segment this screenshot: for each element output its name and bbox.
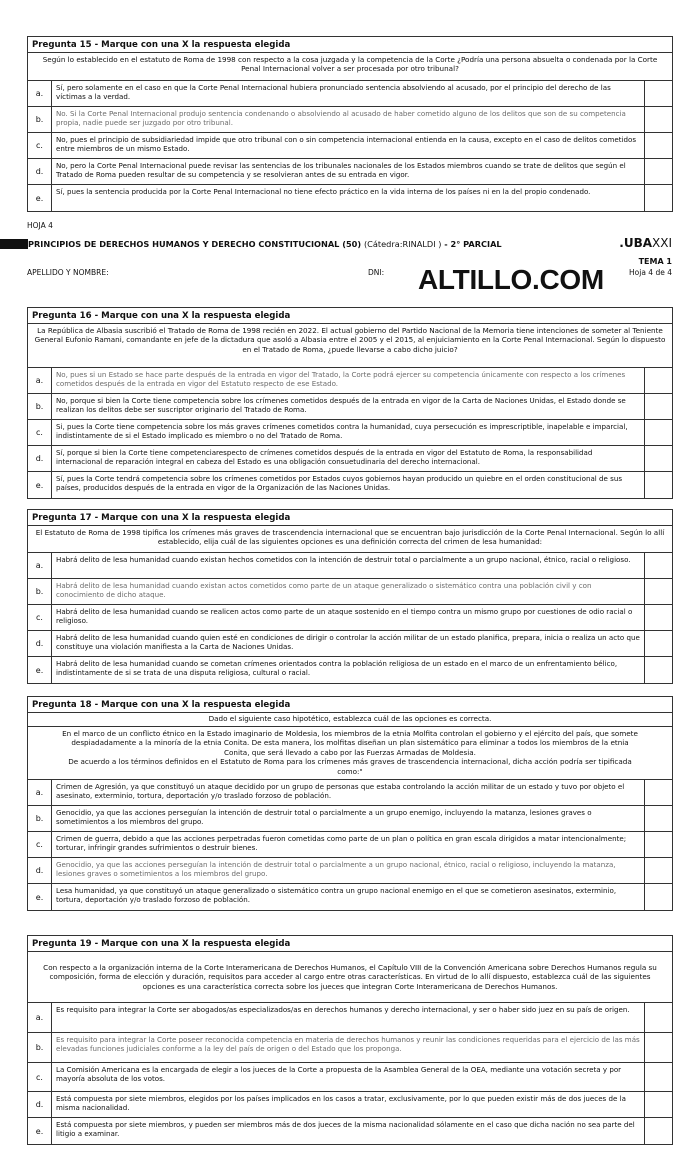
answer-box[interactable] [645, 1118, 672, 1144]
option-letter: a. [28, 1003, 52, 1032]
option-b[interactable] [28, 394, 672, 420]
option-text: Habrá delito de lesa humanidad cuando existan actos cometidos como parte de un ataque generalizado o sistemático contra una población civil y con conocimiento de dicho ataque. [52, 579, 645, 604]
option-c[interactable] [28, 133, 672, 159]
page-count: Hoja 4 de 4 [629, 268, 672, 277]
option-letter: b. [28, 394, 52, 419]
option-text: Crimen de Agresión, ya que constituyó un ataque decidido por un grupo de personas que estaba controlando la acción militar de un estado y tuvo por objeto el asesinato, exterminio, tortura, deportación y/o traslado forzoso de población. [52, 780, 645, 805]
option-letter: b. [28, 579, 52, 604]
option-text: No, pero la Corte Penal Internacional puede revisar las sentencias de los tribunales nacionales de los Estados miembros cuando se trate de delitos que según el Tratado de Roma pueden resultar de su competencia y se resolvieran antes de su entrada en vigor. [52, 159, 645, 184]
option-letter: e. [28, 657, 52, 683]
option-letter: e. [28, 185, 52, 211]
option-letter: c. [28, 133, 52, 158]
option-letter: b. [28, 107, 52, 132]
answer-box[interactable] [645, 1063, 672, 1091]
option-text: Habrá delito de lesa humanidad cuando se cometan crímenes orientados contra la población religiosa de un estado en el marco de un enfrentamiento bélico, indistintamente de si se trata de una disputa religiosa, cultural o racial. [52, 657, 645, 683]
option-text: Sí, pues la Corte tendrá competencia sobre los crímenes cometidos por Estados cuyos gobiernos hayan producido un quiebre en el orden constitucional de sus países, producidos después de la entrada en vigor de la Organización de las Naciones Unidas. [52, 472, 645, 498]
option-b[interactable] [28, 1033, 672, 1063]
question-19 [27, 935, 673, 1145]
option-b[interactable] [28, 806, 672, 832]
option-text: Está compuesta por siete miembros, elegidos por los países implicados en los casos a tratar, exclusivamente, por lo que pueden existir más de dos jueces de la misma nacionalidad. [52, 1092, 645, 1117]
option-letter: e. [28, 1118, 52, 1144]
option-text: No, porque si bien la Corte tiene competencia sobre los crímenes cometidos después de la entrada en vigor de la Carta de Naciones Unidas, el Estado donde se realizan los delitos debe ser suscriptor originario del Tratado de Roma. [52, 394, 645, 419]
option-letter: d. [28, 1092, 52, 1117]
option-text: Es requisito para integrar la Corte poseer reconocida competencia en materia de derechos humanos y reunir las condiciones requeridas para el ejercicio de las más elevadas funciones judiciales conforme a la ley del país de origen o del Estado que los proponga. [52, 1033, 645, 1062]
option-text: Si, pues la Corte tiene competencia sobre los más graves crímenes cometidos contra la humanidad, cuya persecución es imprescriptible, inapelable e imparcial, indistintamente de si el Estado implicado es miembro o no del Tratado de Roma. [52, 420, 645, 445]
answer-box[interactable] [645, 553, 672, 578]
option-e[interactable] [28, 185, 672, 211]
sheet-label: HOJA 4 [27, 221, 53, 230]
option-a[interactable] [28, 368, 672, 394]
dni-field-label: DNI: [368, 268, 385, 277]
option-text: No. Si la Corte Penal Internacional produjo sentencia condenando o absolviendo al acusado de haber cometido alguno de los delitos que son de su competencia propia, nadie puede ser juzgado por otro tribunal. [52, 107, 645, 132]
option-letter: a. [28, 553, 52, 578]
answer-box[interactable] [645, 81, 672, 106]
answer-box[interactable] [645, 394, 672, 419]
answer-box[interactable] [645, 420, 672, 445]
case-description: En el marco de un conflicto étnico en la Estado imaginario de Moldesia, los miembros de la etnia Molfita controlan el gobierno y el ejército del país, que somete despiadadamente a la minoría de la etnia Conita. De esta manera, los molfitas diseñan un plan sistemático para eliminar a todos los miembros de la etnia Conita, que será llevado a cabo por las Fuerzas Armadas de Moldesia. De acuerdo a los términos definidos en el Estatuto de Roma para los crímenes más graves de trascendencia internacional, dicha acción podría ser tipificada como:" [28, 727, 672, 780]
catedra: (Cátedra:RINALDI ) [363, 239, 442, 249]
option-d[interactable] [28, 159, 672, 185]
uba-logo: .UBAXXI [619, 236, 672, 250]
answer-box[interactable] [645, 631, 672, 656]
option-text: Crimen de guerra, debido a que las acciones perpetradas fueron cometidas como parte de un plan o política en gran escala dirigidos a matar intencionalmente; torturar, infringir grandes sufrimientos o destruir bienes. [52, 832, 645, 857]
question-18 [27, 696, 673, 911]
question-header: Pregunta 16 - Marque con una X la respuesta elegida [28, 308, 672, 324]
option-letter: a. [28, 780, 52, 805]
option-d[interactable] [28, 446, 672, 472]
answer-box[interactable] [645, 605, 672, 630]
option-text: Genocidio, ya que las acciones perseguían la intención de destruir total o parcialmente a un grupo nacional, étnico, racial o religioso, incluyendo la matanza, lesiones graves o sometimientos a los miembros del grupo. [52, 858, 645, 883]
option-text: Habrá delito de lesa humanidad cuando se realicen actos como parte de un ataque sostenido en el tiempo contra un mismo grupo por cuestiones de odio racial o religioso. [52, 605, 645, 630]
option-text: Sí, pues la sentencia producida por la Corte Penal Internacional no tiene efecto práctico en la vida interna de los países ni en la del propio condenado. [52, 185, 645, 211]
option-c[interactable] [28, 420, 672, 446]
question-17 [27, 509, 673, 684]
option-a[interactable] [28, 553, 672, 579]
question-statement: Según lo establecido en el estatuto de Roma de 1998 con respecto a la cosa juzgada y la competencia de la Corte ¿Podría una persona absuelta o condenada por la Corte Penal Internacional volver a ser procesada por otro tribunal? [28, 53, 672, 81]
option-letter: b. [28, 1033, 52, 1062]
question-statement: Dado el siguiente caso hipotético, establezca cuál de las opciones es correcta. [28, 713, 672, 727]
answer-box[interactable] [645, 159, 672, 184]
option-b[interactable] [28, 107, 672, 133]
question-statement: Con respecto a la organización interna de la Corte Interamericana de Derechos Humanos, el Capítulo VIII de la Convención Americana sobre Derechos Humanos regula su composición, forma de elección y duración, requisitos para acceder al cargo entre otras características. En virtud de lo allí dispuesto, establezca cuál de las siguientes opciones es una característica correcta sobre los jueces que integran Corte Interamericana de Derechos Humanos. [28, 952, 672, 1003]
option-letter: d. [28, 446, 52, 471]
answer-box[interactable] [645, 107, 672, 132]
option-text: La Comisión Americana es la encargada de elegir a los jueces de la Corte a propuesta de la Asamblea General de la OEA, mediante una votación secreta y por mayoría absoluta de los votos. [52, 1063, 645, 1091]
question-header: Pregunta 15 - Marque con una X la respuesta elegida [28, 37, 672, 53]
option-text: No, pues si un Estado se hace parte después de la entrada en vigor del Tratado, la Corte podrá ejercer su competencia únicamente con respecto a los crímenes cometidos después de la entrada en vigor del Estatuto respecto de ese Estado. [52, 368, 645, 393]
answer-box[interactable] [645, 1033, 672, 1062]
course-name: PRINCIPIOS DE DERECHOS HUMANOS Y DERECHO CONSTITUCIONAL (50) [28, 239, 362, 249]
question-16 [27, 307, 673, 499]
option-letter: e. [28, 884, 52, 910]
option-text: Está compuesta por siete miembros, y pueden ser miembros más de dos jueces de la misma nacionalidad sólamente en el caso que dicha nación no sea parte del litigio a examinar. [52, 1118, 645, 1144]
answer-box[interactable] [645, 133, 672, 158]
name-field-label: APELLIDO Y NOMBRE: [27, 268, 109, 277]
question-15 [27, 36, 673, 212]
answer-box[interactable] [645, 1092, 672, 1117]
option-letter: d. [28, 631, 52, 656]
option-c[interactable] [28, 605, 672, 631]
watermark-logo: ALTILLO.COM [418, 264, 604, 295]
option-b[interactable] [28, 579, 672, 605]
option-a[interactable] [28, 780, 672, 806]
option-d[interactable] [28, 858, 672, 884]
answer-box[interactable] [645, 1003, 672, 1032]
answer-box[interactable] [645, 185, 672, 211]
question-header: Pregunta 17 - Marque con una X la respuesta elegida [28, 510, 672, 526]
question-statement: El Estatuto de Roma de 1998 tipifica los crímenes más graves de trascendencia internacional que se encuentran bajo jurisdicción de la Corte Penal Internacional. Según lo allí establecido, elija cuál de las siguientes opciones es una definición correcta del crimen de lesa humanidad: [28, 526, 672, 553]
answer-box[interactable] [645, 446, 672, 471]
parcial-label: - 2° PARCIAL [444, 239, 502, 249]
option-e[interactable] [28, 472, 672, 498]
option-letter: d. [28, 858, 52, 883]
option-d[interactable] [28, 1092, 672, 1118]
option-e[interactable] [28, 657, 672, 683]
option-text: Lesa humanidad, ya que constituyó un ataque generalizado o sistemático contra un grupo nacional enemigo en el que se cometieron asesinatos, exterminio, tortura, deportación y/o traslado forzoso de población. [52, 884, 645, 910]
option-a[interactable] [28, 1003, 672, 1033]
option-letter: c. [28, 420, 52, 445]
exam-title [28, 239, 502, 249]
option-text: Sí, porque si bien la Corte tiene competenciarespecto de crímenes cometidos después de la entrada en vigor del Estatuto de Roma, la responsabilidad internacional de reparación integral en cabeza del Estado es una obligación consuetudinaria del derecho internacional. [52, 446, 645, 471]
answer-box[interactable] [645, 884, 672, 910]
tema-label: TEMA 1 [638, 257, 672, 266]
answer-box[interactable] [645, 579, 672, 604]
option-text: No, pues el principio de subsidiariedad impide que otro tribunal con o sin competencia internacional entienda en la causa, excepto en el caso de delitos cometidos entre miembros de un mismo Estado. [52, 133, 645, 158]
question-header: Pregunta 18 - Marque con una X la respuesta elegida [28, 697, 672, 713]
option-letter: c. [28, 1063, 52, 1091]
option-text: Habrá delito de lesa humanidad cuando existan hechos cometidos con la intención de destruir total o parcialmente a un grupo nacional, étnico, racial o religioso. [52, 553, 645, 578]
option-text: Sí, pero solamente en el caso en que la Corte Penal Internacional hubiera pronunciado sentencia absolviendo al acusado, por el principio del derecho de las víctimas a la verdad. [52, 81, 645, 106]
option-a[interactable] [28, 81, 672, 107]
option-c[interactable] [28, 832, 672, 858]
option-text: Genocidio, ya que las acciones perseguían la intención de destruir total o parcialmente a un grupo enemigo, incluyendo la matanza, lesiones graves o sometimientos a los miembros del grupo. [52, 806, 645, 831]
answer-box[interactable] [645, 368, 672, 393]
answer-box[interactable] [645, 832, 672, 857]
option-letter: c. [28, 605, 52, 630]
option-e[interactable] [28, 884, 672, 910]
question-statement: La República de Albasia suscribió el Tratado de Roma de 1998 recién en 2022. El actual gobierno del Partido Nacional de la Memoria tiene intenciones de someter al Teniente General Eufonio Ramani, comandante en jefe de la dictadura que asoló a Albasia entre el 2005 y el 2015, al enjuiciamiento en la Corte Penal Internacional. Según lo dispuesto en el Tratado de Roma, ¿puede llevarse a cabo dicho juicio? [28, 324, 672, 368]
answer-box[interactable] [645, 806, 672, 831]
answer-box[interactable] [645, 858, 672, 883]
option-letter: d. [28, 159, 52, 184]
answer-box[interactable] [645, 657, 672, 683]
answer-box[interactable] [645, 780, 672, 805]
answer-box[interactable] [645, 472, 672, 498]
question-header: Pregunta 19 - Marque con una X la respuesta elegida [28, 936, 672, 952]
option-e[interactable] [28, 1118, 672, 1144]
option-letter: a. [28, 368, 52, 393]
black-bar [0, 239, 28, 249]
option-letter: a. [28, 81, 52, 106]
option-letter: c. [28, 832, 52, 857]
option-letter: b. [28, 806, 52, 831]
option-c[interactable] [28, 1063, 672, 1092]
option-d[interactable] [28, 631, 672, 657]
option-letter: e. [28, 472, 52, 498]
option-text: Habrá delito de lesa humanidad cuando quien esté en condiciones de dirigir o controlar la acción militar de un estado planifica, prepara, inicia o realiza un acto que constituye una violación manifiesta a la Carta de Naciones Unidas. [52, 631, 645, 656]
option-text: Es requisito para integrar la Corte ser abogados/as especializados/as en derechos humanos y derecho internacional, y ser o haber sido juez en su país de origen. [52, 1003, 645, 1032]
